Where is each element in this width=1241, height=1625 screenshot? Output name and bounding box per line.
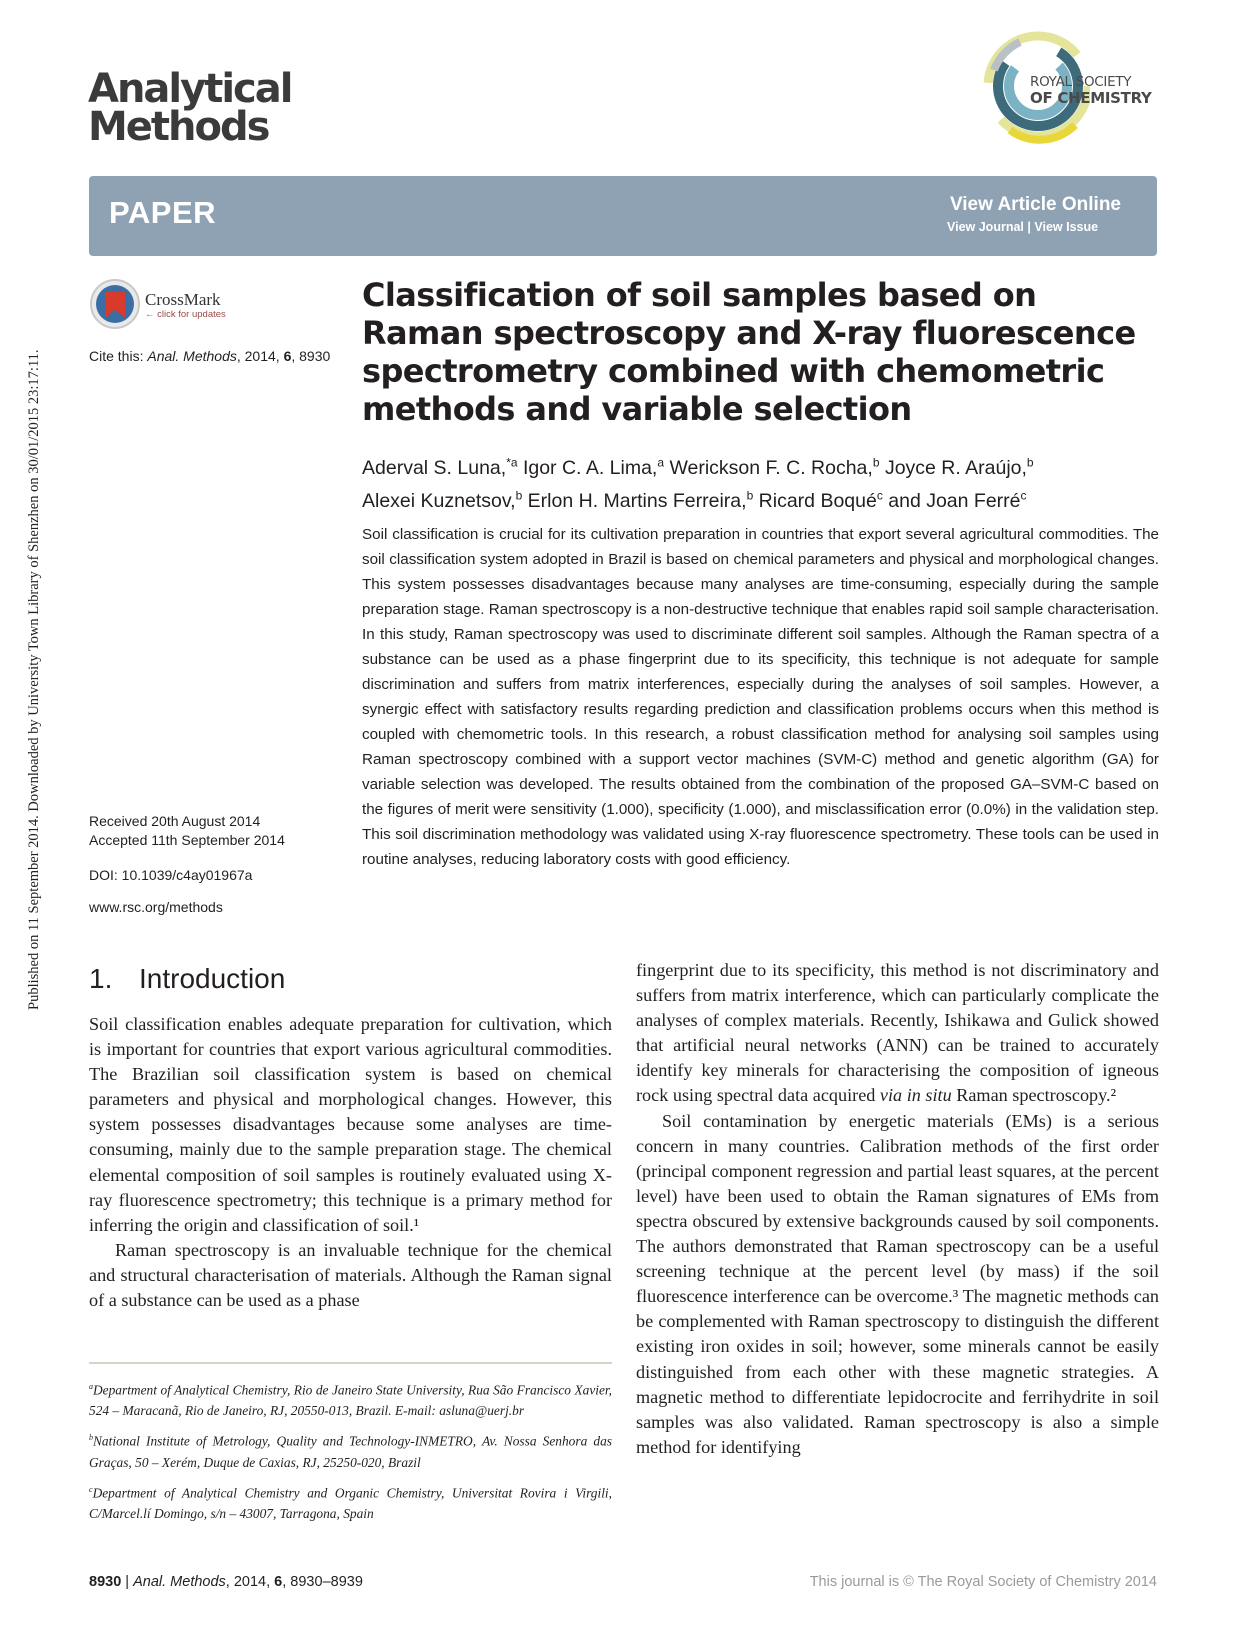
author: Joyce R. Araújo,$^b$ (884, 455, 1034, 479)
journal-website-link[interactable]: www.rsc.org/methods (89, 899, 223, 915)
view-journal-link[interactable]: View Journal (947, 220, 1024, 234)
author: Ricard Boqué$^c$ (758, 488, 883, 512)
section-heading-introduction (89, 963, 285, 995)
section-number: 1. (89, 963, 113, 994)
received-date: Received 20th August 2014 (89, 813, 261, 829)
journal-logo[interactable] (88, 66, 308, 150)
page-footer-citation: 8930 | Anal. Methods, 2014, 6, 8930–8939 (89, 1574, 363, 1590)
author: Erlon H. Martins Ferreira,$^b$ (527, 488, 754, 512)
journal-logo-line-2: Methods (88, 104, 269, 150)
affiliation-footnotes (89, 1376, 612, 1530)
body-column-right (636, 958, 1159, 1460)
article-title: Classification of soil samples based on Raman spectroscopy and X-ray fluorescence spectrometry combined with chemometric methods and variable selection (362, 276, 1136, 428)
abstract: Soil classification is crucial for its cultivation preparation in countries that export several agricultural commodities. The soil classification system adopted in Brazil is based on chemical parameters and physical and morphological changes. This system possesses disadvantages because many analyses are time-consuming, especially during the sample preparation stage. Raman spectroscopy is a non-destructive technique that enables rapid soil sample characterisation. In this study, Raman spectroscopy was used to discriminate different soil samples. Although the Raman spectra of a substance can be used as a phase fingerprint due to its specificity, this technique is not adequate for sample discrimination and suffers from matrix interferences, especially during the analyses of soil samples. However, a synergic effect with satisfactory results regarding prediction and classification problems occurs when this method is coupled with chemometric tools. In this research, a robust classification method for analysing soil samples using Raman spectroscopy combined with a support vector machines (SVM-C) method and genetic algorithm (GA) for variable selection was developed. The results obtained from the combination of the proposed GA–SVM-C based on the figures of merit were sensitivity (1.000), specificity (1.000), and misclassification error (0.0%) in the validation step. This soil discrimination methodology was validated using X-ray fluorescence spectrometry. These tools can be used in routine analyses, reducing laboratory costs with good efficiency. (362, 526, 1159, 868)
paragraph: Soil contamination by energetic materials (EMs) is a serious concern in many countries. Calibration methods of the first order (principal component regression and partial least squares, at the percent level) have been used to obtain the Raman signatures of EMs from spectra obscured by extensive backgrounds caused by soil components. The authors demonstrated that Raman spectroscopy can be a useful screening technique at the percent level (by mass) if the soil fluorescence interference can be overcome.³ The magnetic methods can be complemented with Raman spectroscopy to distinguish the different existing iron oxides in soil; however, some minerals cannot be easily distinguished from each other with these magnetic strategies. A magnetic method to differentiate lepidocrocite and ferrihydrite in soil samples was also validated. Raman spectroscopy is also a simple method for identifying (636, 1110, 1159, 1457)
paragraph: Soil classification enables adequate preparation for cultivation, which is important for countries that export various agricultural commodities. The Brazilian soil classification system is based on chemical parameters and physical and morphological changes. However, this system possesses disadvantages because some analyses are time-consuming, mainly due to the sample preparation stage. The chemical elemental composition of soil samples is routinely evaluated using X-ray fluorescence spectrometry; this technique is a primary method for inferring the origin and classification of soil.¹ (89, 1014, 612, 1235)
footnote: $^c$Department of Analytical Chemistry and Organic Chemistry, Universitat Rovira i Virgili, C/Marcel.lí Domingo, s/n – 43007, Tarragona, Spain (89, 1484, 612, 1522)
author: Werickson F. C. Rocha,$^b$ (669, 455, 880, 479)
author: Alexei Kuznetsov,$^b$ (362, 488, 523, 512)
doi[interactable]: DOI: 10.1039/c4ay01967a (89, 867, 253, 883)
crossmark-icon (89, 278, 141, 330)
publisher-logo-line-1: ROYAL SOCIETY (1030, 74, 1132, 90)
article-type-label: PAPER (109, 195, 217, 230)
link-separator: | (1027, 220, 1031, 234)
page-number: 8930 (89, 1574, 122, 1590)
view-links (947, 220, 1098, 234)
article-type-banner (89, 176, 1157, 256)
copyright-notice: This journal is © The Royal Society of Chemistry 2014 (809, 1574, 1157, 1590)
publisher-logo[interactable] (980, 30, 1180, 150)
publisher-logo-line-2: OF CHEMISTRY (1030, 89, 1152, 107)
section-title: Introduction (139, 963, 286, 994)
author: and Joan Ferré$^c$ (888, 488, 1027, 512)
paragraph: Raman spectroscopy is an invaluable technique for the chemical and structural characterisation of materials. Although the Raman signal of a substance can be used as a phase (89, 1239, 612, 1311)
view-issue-link[interactable]: View Issue (1034, 220, 1099, 234)
author: Aderval S. Luna,$^{*a}$ (362, 455, 518, 479)
accepted-date: Accepted 11th September 2014 (89, 832, 285, 848)
footnote: $^b$National Institute of Metrology, Quality and Technology-INMETRO, Av. Nossa Senhora das Graças, 50 – Xerém, Duque de Caxias, RJ, 25250-020, Brazil (89, 1433, 612, 1470)
footnote-divider (89, 1362, 612, 1364)
crossmark-subtitle: ← click for updates (145, 309, 226, 320)
crossmark-badge[interactable] (89, 278, 249, 334)
arrow-left-icon: ← (145, 309, 155, 320)
paragraph: fingerprint due to its specificity, this method is not discriminatory and suffers from matrix interference, which can particularly complicate the analyses of complex materials. Recently, Ishikawa and Gulick showed that artificial neural networks (ANN) can be trained to accurately identify key minerals for characterising the composition of igneous rock using spectral data acquired via in situ Raman spectroscopy.² (636, 960, 1159, 1106)
journal-logo-line-1: Analytical (88, 66, 292, 112)
body-column-left (89, 1012, 612, 1313)
crossmark-title: CrossMark (145, 290, 221, 309)
citation: Cite this: Anal. Methods, 2014, 6, 8930 (89, 348, 331, 364)
download-stamp: Published on 11 September 2014. Downloaded by University Town Library of Shenzhen on 30/01/2015 23:17:11. (26, 349, 42, 1010)
footnote: $^a$Department of Analytical Chemistry, Rio de Janeiro State University, Rua São Francisco Xavier, 524 – Maracanã, Rio de Janeiro, RJ, 20550-013, Brazil. E-mail: asluna@uerj.br (89, 1382, 612, 1419)
view-article-online-link[interactable]: View Article Online (949, 194, 1121, 215)
author-list (362, 448, 1162, 515)
author: Igor C. A. Lima,$^a$ (522, 455, 665, 479)
